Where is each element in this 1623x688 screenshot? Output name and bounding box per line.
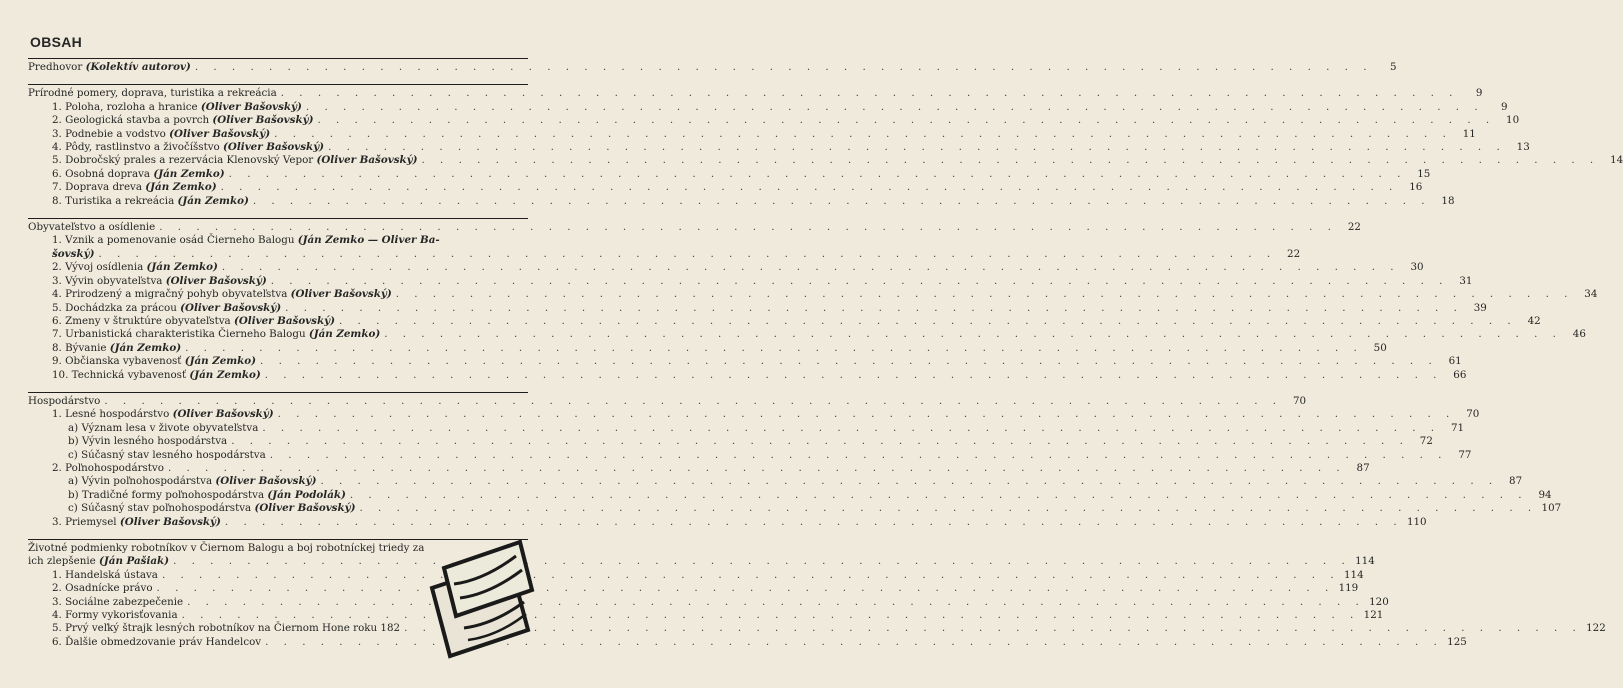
leader-dots [231, 435, 1409, 448]
entry-number: 6. [52, 635, 62, 648]
entry-title: Podnebie a vodstvo [65, 127, 170, 140]
page-number: 22 [1347, 221, 1361, 234]
entry-text [52, 408, 274, 421]
entry-text [52, 516, 221, 529]
entry-text [52, 582, 153, 595]
entry-title: Vývoj osídlenia [65, 261, 147, 274]
entry-title: Zmeny v štruktúre obyvateľstva [65, 314, 234, 327]
page-number: 122 [1586, 622, 1606, 635]
toc-entry [28, 394, 1307, 408]
entry-number: 5. [52, 301, 62, 314]
entry-text [52, 288, 392, 301]
page-number: 66 [1453, 368, 1467, 381]
page-number: 120 [1369, 595, 1389, 608]
toc-entry [28, 181, 1423, 194]
entry-title: Občianska vybavenosť [65, 355, 185, 368]
toc-entry [28, 301, 1487, 315]
entry-text [52, 302, 281, 315]
entry-number: 7. [52, 181, 62, 194]
page-number: 5 [1389, 61, 1397, 73]
leader-dots [320, 475, 1498, 488]
page-number: 16 [1409, 181, 1423, 194]
entry-title: Poľnohospodárstvo [65, 461, 164, 474]
toc-entry [28, 141, 1530, 154]
leader-dots [98, 248, 1276, 261]
entry-text [68, 475, 316, 488]
toc-entry [28, 288, 1598, 301]
page-number: 125 [1447, 635, 1467, 648]
entry-title: Vývin obyvateľstva [65, 274, 166, 287]
page-number: 34 [1584, 288, 1598, 301]
leader-dots [285, 302, 1463, 315]
toc-entry [28, 448, 1472, 462]
leader-dots [168, 462, 1346, 475]
entry-author-continued: šovský) [52, 247, 95, 260]
leader-dots [278, 408, 1456, 421]
page-number: 110 [1406, 515, 1427, 528]
entry-title: Prirodzený a migračný pohyb obyvateľstva [65, 288, 291, 301]
entry-title: Súčasný stav lesného hospodárstva [81, 448, 266, 461]
entry-number: 5. [52, 154, 62, 167]
leader-dots [187, 596, 1365, 609]
entry-number: b) [68, 488, 79, 501]
page-number: 22 [1287, 247, 1301, 260]
entry-author: (Oliver Bašovský) [290, 288, 392, 301]
leader-dots [422, 154, 1600, 167]
entry-text [52, 342, 181, 355]
entry-number: 8. [52, 341, 62, 354]
entry-title: Lesné hospodárstvo [65, 408, 173, 421]
leader-dots [339, 315, 1517, 328]
entry-number: 7. [52, 328, 62, 341]
page-number: 70 [1292, 394, 1307, 407]
entry-text [52, 168, 225, 181]
entry-text [68, 422, 258, 435]
entry-title: Vývin lesného hospodárstva [81, 435, 228, 448]
leader-dots [328, 141, 1506, 154]
entry-title: Obyvateľstvo a osídlenie [28, 221, 156, 234]
entry-title-continuation [28, 555, 169, 568]
page-number: 71 [1450, 421, 1465, 434]
entry-text [68, 435, 227, 448]
entry-number: 8. [52, 194, 62, 207]
entry-title: Prvý veľký štrajk lesných robotníkov na Čiernom Hone roku 182 [65, 622, 401, 635]
entry-number: c) [68, 502, 78, 515]
entry-author: (Oliver Bašovský) [172, 408, 274, 421]
toc-entry-continuation [28, 247, 1301, 261]
leader-dots [157, 582, 1335, 595]
leader-dots [271, 275, 1449, 288]
entry-text [28, 87, 277, 100]
leader-dots [173, 555, 1351, 568]
entry-text [68, 449, 266, 462]
page-number: 94 [1538, 488, 1552, 501]
entry-text [28, 221, 155, 234]
entry-number: a) [68, 421, 79, 434]
entry-author: (Ján Zemko) [308, 328, 381, 341]
page-number: 39 [1473, 301, 1487, 314]
toc-entry [28, 461, 1370, 475]
toc-entry [28, 408, 1480, 421]
page-number: 61 [1448, 355, 1462, 368]
entry-text [52, 261, 218, 274]
entry-title: Priemysel [65, 515, 120, 528]
toc-entry-wrapped [28, 234, 528, 247]
toc-entry [28, 515, 1427, 529]
entry-title: Životné podmienky robotníkov v Čiernom Balogu a boj robotníckej triedy za [28, 542, 425, 554]
toc-entry [28, 100, 1508, 114]
entry-text [52, 636, 261, 649]
page-number: 121 [1363, 609, 1384, 622]
entry-title: Handelská ústava [65, 568, 158, 581]
entry-title: Formy vykorisťovania [65, 609, 178, 622]
toc-section [28, 84, 1623, 208]
entry-author: (Kolektív autorov) [85, 61, 191, 73]
entry-text [52, 315, 335, 328]
entry-text [52, 622, 400, 635]
entry-author: (Ján Zemko) [184, 355, 257, 368]
toc-entry [28, 87, 1483, 100]
entry-title: Ďalšie obmedzovanie práv Handelcov [65, 635, 262, 648]
entry-title: Predhovor [28, 61, 86, 73]
entry-text [52, 609, 178, 622]
page-number: 9 [1475, 87, 1483, 100]
leader-dots [404, 622, 1582, 635]
entry-author: (Ján Zemko) [153, 167, 225, 180]
entry-text [52, 275, 267, 288]
toc-entry [28, 167, 1431, 181]
leader-dots [185, 342, 1363, 355]
toc-section [28, 58, 1397, 74]
entry-author: (Oliver Bašovský) [169, 127, 271, 140]
page-number: 11 [1462, 127, 1476, 140]
entry-author: (Ján Zemko) [109, 341, 182, 354]
entry-text [52, 101, 302, 114]
entry-text [52, 154, 418, 167]
toc-entry [28, 127, 1476, 141]
entry-author: (Ján Zemko) [177, 194, 249, 207]
page-number: 13 [1516, 141, 1530, 154]
entry-continued-text: ich zlepšenie [28, 555, 100, 568]
entry-number: 2. [52, 461, 62, 474]
leader-dots [317, 114, 1495, 127]
page-number: 42 [1527, 314, 1541, 327]
toc-entry [28, 261, 1424, 274]
entry-title-continuation [52, 248, 94, 261]
entry-number: 1. [52, 408, 62, 421]
entry-number: 6. [52, 314, 62, 327]
entry-number: c) [68, 448, 78, 461]
entry-author: (Oliver Bašovský) [200, 100, 302, 113]
leader-dots [281, 87, 1459, 100]
entry-number: 4. [52, 609, 62, 622]
entry-author: (Ján Pašiak) [99, 555, 170, 568]
leader-dots [274, 128, 1452, 141]
page-number: 46 [1572, 328, 1586, 341]
entry-author: (Ján Zemko) [189, 368, 261, 381]
page-number: 18 [1441, 194, 1455, 207]
leader-dots [159, 221, 1337, 234]
leader-dots [225, 516, 1403, 529]
page-number: 15 [1417, 167, 1431, 180]
entry-text [52, 114, 313, 127]
entry-text [52, 569, 158, 582]
leader-dots [396, 288, 1574, 301]
entry-number: 2. [52, 582, 62, 595]
page-number: 70 [1466, 408, 1480, 421]
entry-author: (Oliver Bašovský) [316, 154, 418, 167]
toc-entry [28, 154, 1623, 167]
leader-dots [270, 449, 1448, 462]
entry-title: Osadnícke právo [65, 582, 153, 595]
toc-entry [28, 435, 1433, 448]
entry-title: Bývanie [65, 341, 110, 354]
toc-entry [28, 194, 1455, 208]
entry-number: 2. [52, 261, 62, 274]
entry-number: 2. [52, 114, 62, 127]
entry-author: (Oliver Bašovský) [180, 301, 282, 314]
entry-text [52, 328, 380, 341]
page-number: 114 [1355, 555, 1375, 568]
page-number: 107 [1541, 502, 1562, 515]
entry-text [52, 462, 164, 475]
page-number: 87 [1356, 461, 1370, 474]
entry-number: 5. [52, 622, 62, 635]
leader-dots [182, 609, 1360, 622]
entry-number: b) [68, 435, 79, 448]
page-title: OBSAH [30, 34, 83, 50]
entry-text [68, 489, 346, 502]
leader-dots [195, 61, 1373, 74]
entry-author: (Ján Zemko — Oliver Ba- [297, 234, 440, 247]
leader-dots [384, 328, 1562, 341]
entry-author: (Oliver Bašovský) [165, 274, 267, 287]
entry-author: (Oliver Bašovský) [254, 502, 356, 515]
leader-dots [162, 569, 1340, 582]
entry-number: 1. [52, 234, 62, 247]
leader-dots [306, 101, 1484, 114]
entry-number: 4. [52, 288, 62, 301]
entry-number: a) [68, 475, 79, 488]
leader-dots [222, 261, 1400, 274]
toc-entry [28, 502, 1562, 515]
leader-dots [260, 355, 1438, 368]
entry-author: (Oliver Bašovský) [233, 314, 335, 327]
entry-author: (Oliver Bašovský) [119, 515, 221, 528]
entry-title: Osobná doprava [65, 167, 154, 180]
entry-title: Dochádzka za prácou [65, 301, 181, 314]
entry-author: (Ján Zemko) [145, 181, 217, 194]
entry-number: 10. [52, 368, 69, 381]
leader-dots [262, 422, 1440, 435]
page-number: 87 [1509, 475, 1523, 488]
entry-author: (Oliver Bašovský) [215, 475, 317, 488]
entry-title: Technická vybavenosť [71, 368, 190, 381]
entry-title: Súčasný stav poľnohospodárstva [81, 502, 255, 515]
entry-number: 3. [52, 274, 62, 287]
page-number: 10 [1506, 114, 1520, 127]
entry-number: 1. [52, 568, 62, 581]
entry-number: 6. [52, 167, 62, 180]
book-logo-icon [424, 528, 544, 658]
entry-title: Doprava dreva [65, 181, 146, 194]
leader-dots [265, 369, 1443, 382]
entry-number: 3. [52, 595, 62, 608]
page-number: 72 [1419, 435, 1433, 448]
toc-entry [28, 475, 1523, 488]
entry-number: 3. [52, 127, 62, 140]
entry-title: Geologická stavba a povrch [65, 114, 213, 127]
entry-text [52, 596, 183, 609]
page-number: 31 [1459, 274, 1473, 287]
page-number: 77 [1458, 448, 1472, 461]
entry-text [52, 141, 324, 154]
toc-entry [28, 355, 1462, 368]
entry-title: Vznik a pomenovanie osád Čierneho Balogu [65, 234, 298, 247]
toc-entry [28, 341, 1387, 355]
entry-title: Dobročský prales a rezervácia Klenovský Vepor [65, 154, 317, 167]
page-number: 9 [1501, 100, 1508, 113]
entry-text [52, 369, 261, 382]
toc-entry [28, 61, 1397, 74]
leader-dots [350, 489, 1528, 502]
leader-dots [229, 168, 1407, 181]
page-number: 50 [1373, 341, 1387, 354]
entry-title: Pôdy, rastlinstvo a živočíšstvo [65, 141, 224, 154]
toc-entry [28, 221, 1361, 234]
leader-dots [221, 181, 1399, 194]
entry-number: 9. [52, 355, 62, 368]
entry-text [28, 395, 100, 408]
leader-dots [104, 395, 1282, 408]
entry-author: (Oliver Bašovský) [212, 114, 314, 127]
toc-entry [28, 314, 1541, 328]
entry-text [52, 181, 217, 194]
entry-title: Hospodárstvo [28, 394, 101, 407]
entry-title: Prírodné pomery, doprava, turistika a rekreácia [28, 87, 277, 100]
entry-text [52, 195, 249, 208]
entry-text [28, 61, 191, 74]
entry-title: Význam lesa v živote obyvateľstva [81, 421, 259, 434]
leader-dots [359, 502, 1537, 515]
toc-entry [28, 274, 1473, 288]
toc-section [28, 218, 1598, 382]
entry-number: 3. [52, 515, 62, 528]
leader-dots [253, 195, 1431, 208]
toc-entry [28, 421, 1465, 435]
entry-author: (Oliver Bašovský) [223, 141, 325, 154]
entry-text [68, 502, 355, 515]
entry-author: (Ján Zemko) [146, 261, 218, 274]
entry-text [52, 355, 256, 368]
toc-entry [28, 488, 1552, 502]
entry-text [52, 128, 270, 141]
page-number: 119 [1338, 582, 1359, 595]
entry-title: Tradičné formy poľnohospodárstva [81, 488, 268, 501]
toc-entry [28, 114, 1520, 127]
toc-entry [28, 328, 1586, 341]
entry-title: Sociálne zabezpečenie [65, 595, 184, 608]
toc-section [28, 392, 1562, 529]
page-number: 30 [1410, 261, 1424, 274]
page-number: 114 [1343, 568, 1364, 581]
page-number: 14 [1610, 154, 1623, 167]
entry-title: Urbanistická charakteristika Čierneho Balogu [65, 328, 309, 341]
toc-entry [28, 368, 1467, 382]
entry-number: 1. [52, 100, 62, 113]
entry-author: (Ján Podolák) [267, 488, 346, 501]
entry-title: Vývin poľnohospodárstva [81, 475, 216, 488]
entry-title: Turistika a rekreácia [65, 194, 178, 207]
entry-title: Poloha, rozloha a hranice [65, 100, 201, 113]
entry-number: 4. [52, 141, 62, 154]
